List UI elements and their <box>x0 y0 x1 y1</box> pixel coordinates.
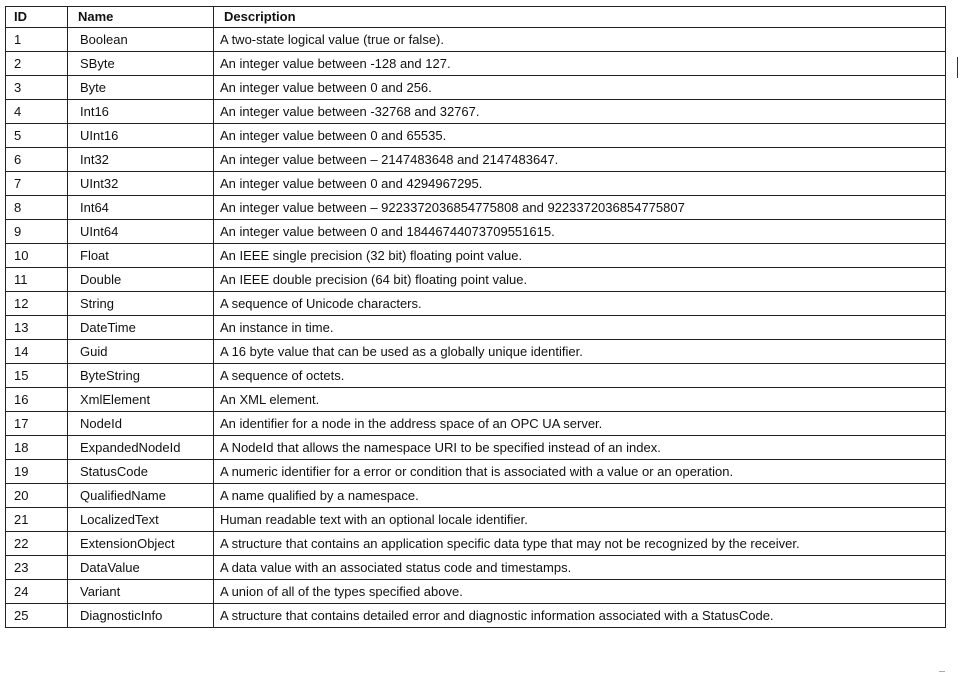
cell-id: 12 <box>6 292 68 316</box>
edge-divider <box>957 57 958 78</box>
cell-name: DiagnosticInfo <box>68 604 214 628</box>
header-description: Description <box>214 7 946 28</box>
cell-description: A numeric identifier for a error or condition that is associated with a value or an operation. <box>214 460 946 484</box>
cell-id: 11 <box>6 268 68 292</box>
cell-name: Float <box>68 244 214 268</box>
cell-id: 9 <box>6 220 68 244</box>
cell-id: 20 <box>6 484 68 508</box>
table-row <box>6 220 946 244</box>
cell-description: An integer value between 0 and 256. <box>214 76 946 100</box>
table-header <box>6 7 946 28</box>
cell-id: 15 <box>6 364 68 388</box>
cell-description: An IEEE double precision (64 bit) floating point value. <box>214 268 946 292</box>
cell-description: An integer value between 0 and 18446744073709551615. <box>214 220 946 244</box>
cell-id: 17 <box>6 412 68 436</box>
cell-description: A NodeId that allows the namespace URI to be specified instead of an index. <box>214 436 946 460</box>
cell-description: An instance in time. <box>214 316 946 340</box>
table-row <box>6 508 946 532</box>
cell-description: An XML element. <box>214 388 946 412</box>
table-row <box>6 412 946 436</box>
cell-name: ExtensionObject <box>68 532 214 556</box>
cell-id: 19 <box>6 460 68 484</box>
cell-name: DataValue <box>68 556 214 580</box>
cell-description: An integer value between 0 and 4294967295. <box>214 172 946 196</box>
cell-id: 6 <box>6 148 68 172</box>
cell-description: An identifier for a node in the address space of an OPC UA server. <box>214 412 946 436</box>
cell-name: SByte <box>68 52 214 76</box>
cell-description: An integer value between -128 and 127. <box>214 52 946 76</box>
table-row <box>6 580 946 604</box>
table-row <box>6 364 946 388</box>
cell-description: A structure that contains an application specific data type that may not be recognized by the receiver. <box>214 532 946 556</box>
cell-id: 5 <box>6 124 68 148</box>
table-row <box>6 556 946 580</box>
cell-id: 10 <box>6 244 68 268</box>
table-row <box>6 604 946 628</box>
table-row <box>6 460 946 484</box>
table-row <box>6 244 946 268</box>
cell-name: Int32 <box>68 148 214 172</box>
table-row <box>6 292 946 316</box>
cell-description: An integer value between – 9223372036854775808 and 9223372036854775807 <box>214 196 946 220</box>
cell-description: A 16 byte value that can be used as a globally unique identifier. <box>214 340 946 364</box>
cell-description: Human readable text with an optional locale identifier. <box>214 508 946 532</box>
cell-id: 16 <box>6 388 68 412</box>
cell-name: Boolean <box>68 28 214 52</box>
table-row <box>6 100 946 124</box>
cell-name: UInt32 <box>68 172 214 196</box>
cell-id: 1 <box>6 28 68 52</box>
cell-description: An integer value between – 2147483648 and 2147483647. <box>214 148 946 172</box>
table-row <box>6 28 946 52</box>
cell-id: 18 <box>6 436 68 460</box>
cell-name: QualifiedName <box>68 484 214 508</box>
cell-id: 22 <box>6 532 68 556</box>
cell-name: Guid <box>68 340 214 364</box>
cell-id: 13 <box>6 316 68 340</box>
table-row <box>6 340 946 364</box>
table-row <box>6 388 946 412</box>
cell-id: 25 <box>6 604 68 628</box>
cell-name: NodeId <box>68 412 214 436</box>
cell-description: A two-state logical value (true or false). <box>214 28 946 52</box>
table-row <box>6 148 946 172</box>
cell-description: An IEEE single precision (32 bit) floating point value. <box>214 244 946 268</box>
cell-description: An integer value between 0 and 65535. <box>214 124 946 148</box>
cell-id: 4 <box>6 100 68 124</box>
cell-name: Double <box>68 268 214 292</box>
cell-name: XmlElement <box>68 388 214 412</box>
cell-id: 2 <box>6 52 68 76</box>
cell-name: DateTime <box>68 316 214 340</box>
cell-id: 3 <box>6 76 68 100</box>
cell-description: A union of all of the types specified above. <box>214 580 946 604</box>
cell-description: A data value with an associated status code and timestamps. <box>214 556 946 580</box>
table-row <box>6 316 946 340</box>
cell-name: LocalizedText <box>68 508 214 532</box>
cell-name: Byte <box>68 76 214 100</box>
cell-name: Variant <box>68 580 214 604</box>
header-id: ID <box>6 7 68 28</box>
table-row <box>6 268 946 292</box>
table-body <box>6 28 946 628</box>
data-types-table <box>5 6 946 628</box>
cell-description: A sequence of octets. <box>214 364 946 388</box>
cell-id: 24 <box>6 580 68 604</box>
table-row <box>6 196 946 220</box>
cell-name: StatusCode <box>68 460 214 484</box>
cell-description: An integer value between -32768 and 32767. <box>214 100 946 124</box>
table-row <box>6 124 946 148</box>
cell-id: 21 <box>6 508 68 532</box>
header-name: Name <box>68 7 214 28</box>
cell-name: UInt64 <box>68 220 214 244</box>
header-row <box>6 7 946 28</box>
cell-id: 23 <box>6 556 68 580</box>
cell-description: A sequence of Unicode characters. <box>214 292 946 316</box>
bottom-tick-mark <box>939 671 945 672</box>
table-row <box>6 436 946 460</box>
cell-description: A name qualified by a namespace. <box>214 484 946 508</box>
cell-name: ByteString <box>68 364 214 388</box>
data-types-table-container <box>5 6 945 628</box>
cell-name: String <box>68 292 214 316</box>
table-row <box>6 484 946 508</box>
cell-name: Int64 <box>68 196 214 220</box>
table-row <box>6 532 946 556</box>
table-row <box>6 76 946 100</box>
cell-name: UInt16 <box>68 124 214 148</box>
cell-description: A structure that contains detailed error and diagnostic information associated with a StatusCode. <box>214 604 946 628</box>
table-row <box>6 52 946 76</box>
cell-name: ExpandedNodeId <box>68 436 214 460</box>
cell-id: 14 <box>6 340 68 364</box>
cell-id: 8 <box>6 196 68 220</box>
cell-id: 7 <box>6 172 68 196</box>
cell-name: Int16 <box>68 100 214 124</box>
table-row <box>6 172 946 196</box>
